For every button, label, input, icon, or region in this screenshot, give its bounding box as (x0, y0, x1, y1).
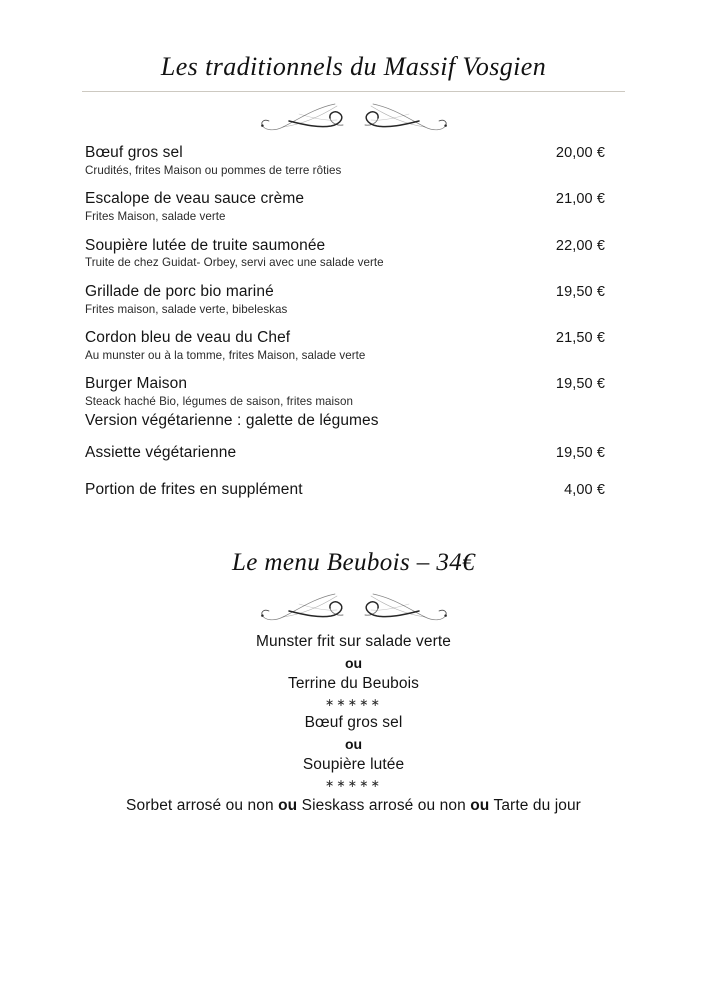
set-menu-courses (0, 631, 707, 817)
dish-item (85, 443, 605, 463)
dish-description: Crudités, frites Maison ou pommes de terre rôties (85, 163, 342, 177)
dish-variant-line: Version végétarienne : galette de légumes (85, 411, 379, 429)
course-divider-stars: ∗∗∗∗∗ (324, 697, 383, 710)
dish-price: 4,00 € (564, 481, 605, 498)
dish-description: Steack haché Bio, légumes de saison, frites maison (85, 395, 354, 409)
dish-item (85, 374, 605, 430)
dish-price: 20,00 € (555, 145, 605, 161)
dessert-option-2: Sieskass arrosé ou non (297, 796, 471, 814)
dish-price: 21,00 € (555, 191, 605, 208)
dish-price: 19,50 € (555, 283, 605, 300)
dish-name: Escalope de veau sauce crème (85, 190, 305, 208)
dish-description: Frites maison, salade verte, bibeleskas (85, 302, 288, 316)
dish-description: Truite de chez Guidat- Orbey, servi avec une salade verte (85, 256, 384, 270)
dish-name: Portion de frites en supplément (85, 480, 303, 498)
dish-price: 19,50 € (555, 376, 605, 393)
dessert-separator-or: ou (278, 796, 298, 814)
title-divider-rule (82, 91, 625, 92)
dish-list (85, 143, 605, 509)
section-title-traditionnels: Les traditionnels du Massif Vosgien (160, 52, 547, 81)
dish-description: Au munster ou à la tomme, frites Maison, salade verte (85, 348, 366, 362)
dessert-options-line (0, 795, 707, 817)
starter-separator-or: ou (344, 655, 363, 671)
dish-item (85, 189, 605, 225)
dish-name: Grillade de porc bio mariné (85, 282, 274, 300)
dish-price: 22,00 € (555, 237, 605, 254)
dish-item (85, 282, 605, 318)
starter-option-2: Terrine du Beubois (287, 675, 420, 693)
dish-item (85, 143, 605, 179)
dish-name: Assiette végétarienne (85, 443, 237, 461)
dish-name: Cordon bleu de veau du Chef (85, 329, 291, 347)
dessert-option-3: Tarte du jour (489, 796, 581, 814)
main-option-1: Bœuf gros sel (304, 713, 403, 731)
dessert-separator-or: ou (470, 796, 490, 814)
dish-name: Burger Maison (85, 375, 188, 393)
dish-name: Bœuf gros sel (85, 144, 183, 161)
dish-name: Soupière lutée de truite saumonée (85, 236, 326, 254)
dish-item (85, 480, 605, 500)
course-divider-stars: ∗∗∗∗∗ (324, 778, 383, 791)
dish-description: Frites Maison, salade verte (85, 210, 226, 224)
main-separator-or: ou (344, 735, 363, 752)
main-option-2: Soupière lutée (302, 756, 405, 774)
dessert-option-1: Sorbet arrosé ou non (126, 796, 279, 814)
ornament-flourish-top (0, 100, 707, 132)
ornament-flourish-bottom (0, 590, 707, 622)
dish-price: 21,50 € (555, 330, 605, 347)
dish-price: 19,50 € (555, 444, 605, 461)
starter-option-1: Munster frit sur salade verte (256, 633, 451, 650)
dish-item (85, 236, 605, 272)
dish-item (85, 328, 605, 364)
section-title-beubois: Le menu Beubois – 34€ (231, 549, 476, 576)
